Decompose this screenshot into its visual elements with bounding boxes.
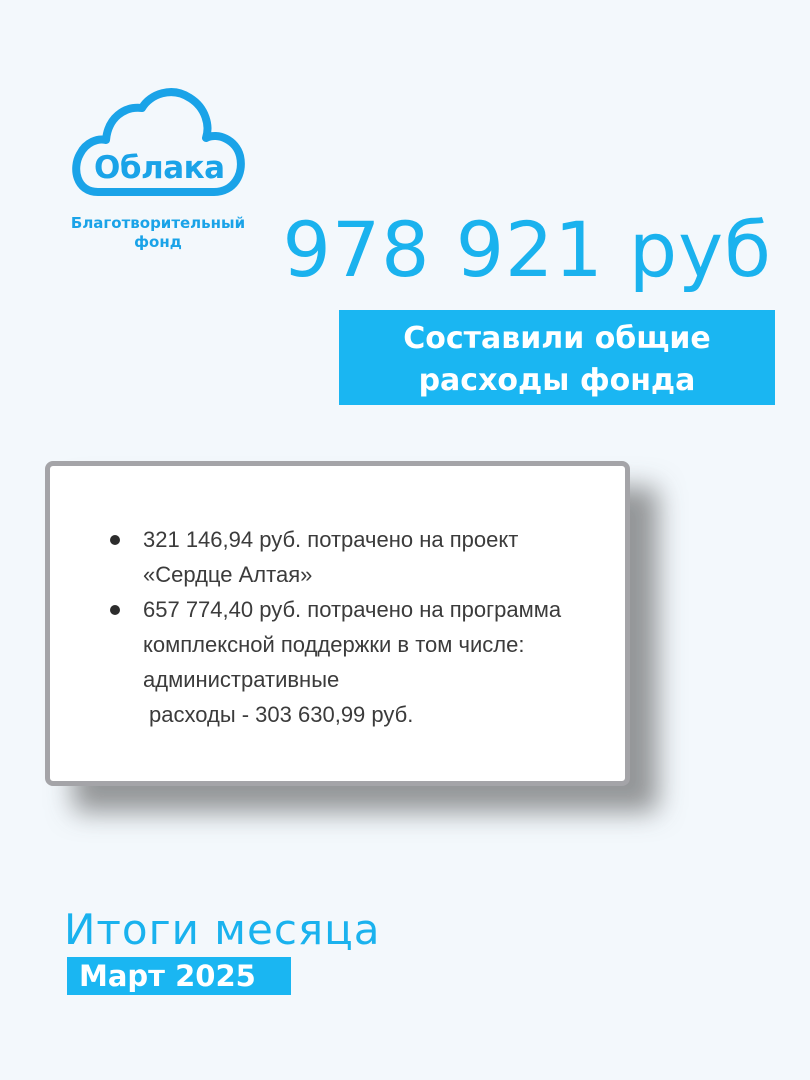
expense-item-continuation: расходы - 303 630,99 руб. (149, 702, 414, 727)
amount-caption-banner (339, 310, 775, 405)
expense-item-text: 321 146,94 руб. потрачено на проект «Сердце Алтая» (143, 527, 519, 587)
logo-subtitle-line2: фонд (134, 233, 182, 251)
logo-name: Облака (94, 150, 225, 186)
caption-line2: расходы фонда (418, 362, 696, 398)
expense-item (108, 522, 588, 592)
foundation-logo (68, 88, 248, 258)
summary-title: Итоги месяца (64, 905, 381, 954)
expenses-list (108, 522, 588, 732)
period-badge: Март 2025 (67, 957, 291, 995)
logo-subtitle-line1: Благотворительный (70, 214, 246, 232)
logo-subtitle (68, 214, 248, 252)
expense-item (108, 592, 588, 732)
total-amount: 978 921 руб (282, 205, 772, 294)
expense-item-text: 657 774,40 руб. потрачено на программа комплексной поддержки в том числе: административные (143, 597, 562, 692)
caption-line1: Составили общие (403, 320, 711, 356)
expenses-card (45, 461, 630, 786)
